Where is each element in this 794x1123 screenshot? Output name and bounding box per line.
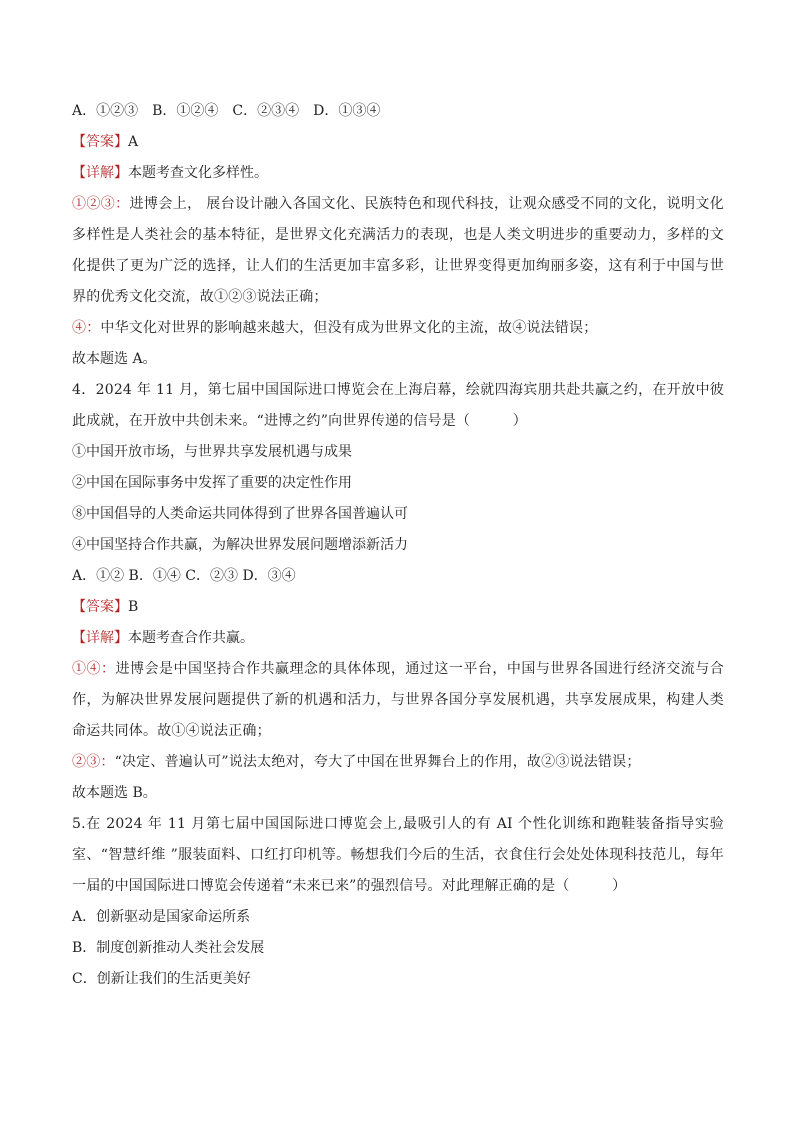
analysis-marker: ①②③： — [72, 196, 130, 212]
q3-explain-line — [72, 158, 724, 189]
analysis-marker: ④： — [72, 320, 101, 336]
q4-item-3: ⑧中国倡导的人类命运共同体得到了世界各国普遍认可 — [72, 506, 408, 522]
q4-conclusion: 故本题选 B。 — [72, 785, 157, 801]
q5-option-b: B．制度创新推动人类社会发展 — [72, 940, 265, 956]
explain-text: 本题考查文化多样性。 — [128, 165, 268, 181]
q3-options: A．①②③ B．①②④ C．②③④ D．①③④ — [72, 103, 381, 119]
q5-option-a: A．创新驱动是国家命运所系 — [72, 909, 251, 925]
q5-stem: 5.在 2024 年 11 月第七届中国国际进口博览会上,最吸引人的有 AI 个性化训练和跑鞋装备指导实验室、“智慧纤维 ”服装面料、口红打印机等。畅想我们今后的生活，衣食住行会处处体现科技范儿，每年一届的中国国际进口博览会传递着“未来已来”的强烈信号。对此理解正确的是（ ） — [72, 816, 724, 894]
q3-analysis-1 — [72, 189, 724, 313]
q4-answer-line — [72, 592, 724, 623]
q4-options: A．①② B．①④ C．②③ D．③④ — [72, 568, 296, 584]
analysis-text: 进博会上， 展台设计融入各国文化、民族特色和现代科技，让观众感受不同的文化，说明文化多样性是人类社会的基本特征，是世界文化充满活力的表现，也是人类文明进步的重要动力，多样的文化提供了更为广泛的选择，让人们的生活更加丰富多彩，让世界变得更加绚丽多姿，这有利于中国与世界的优秀文化交流，故①②③说法正确； — [72, 196, 724, 305]
answer-label: 【答案】 — [72, 599, 128, 615]
q4-explain-line — [72, 623, 724, 654]
q4-analysis-1 — [72, 654, 724, 747]
q3-answer-line — [72, 127, 724, 158]
explain-text: 本题考查合作共赢。 — [128, 630, 254, 646]
q4-analysis-2 — [72, 747, 724, 778]
q4-item-1: ①中国开放市场，与世界共享发展机遇与成果 — [72, 444, 352, 460]
q5-option-c: C．创新让我们的生活更美好 — [72, 971, 251, 987]
q4-item-2: ②中国在国际事务中发挥了重要的决定性作用 — [72, 475, 352, 491]
analysis-marker: ②③： — [72, 754, 115, 770]
analysis-text: 进博会是中国坚持合作共赢理念的具体体现，通过这一平台，中国与世界各国进行经济交流与合作，为解决世界发展问题提供了新的机遇和活力，与世界各国分享发展机遇，共享发展成果，构建人类命运共同体。故①④说法正确； — [72, 661, 724, 739]
q3-analysis-2 — [72, 313, 724, 344]
q3-conclusion: 故本题选 A。 — [72, 351, 157, 367]
document-page — [72, 96, 724, 995]
answer-value: A — [128, 134, 139, 150]
answer-label: 【答案】 — [72, 134, 128, 150]
analysis-text: 中华文化对世界的影响越来越大，但没有成为世界文化的主流，故④说法错误； — [100, 320, 598, 336]
q4-item-4: ④中国坚持合作共赢，为解决世界发展问题增添新活力 — [72, 537, 408, 553]
explain-label: 【详解】 — [72, 630, 128, 646]
q4-stem: 4．2024 年 11 月，第七届中国国际进口博览会在上海启幕，绘就四海宾朋共赴共赢之约，在开放中彼此成就，在开放中共创未来。“进博之约”向世界传递的信号是（ ） — [72, 382, 724, 429]
analysis-marker: ①④： — [72, 661, 116, 677]
explain-label: 【详解】 — [72, 165, 128, 181]
analysis-text: “决定、普遍认可”说法太绝对，夸大了中国在世界舞台上的作用，故②③说法错误； — [114, 754, 641, 770]
answer-value: B — [128, 599, 139, 615]
